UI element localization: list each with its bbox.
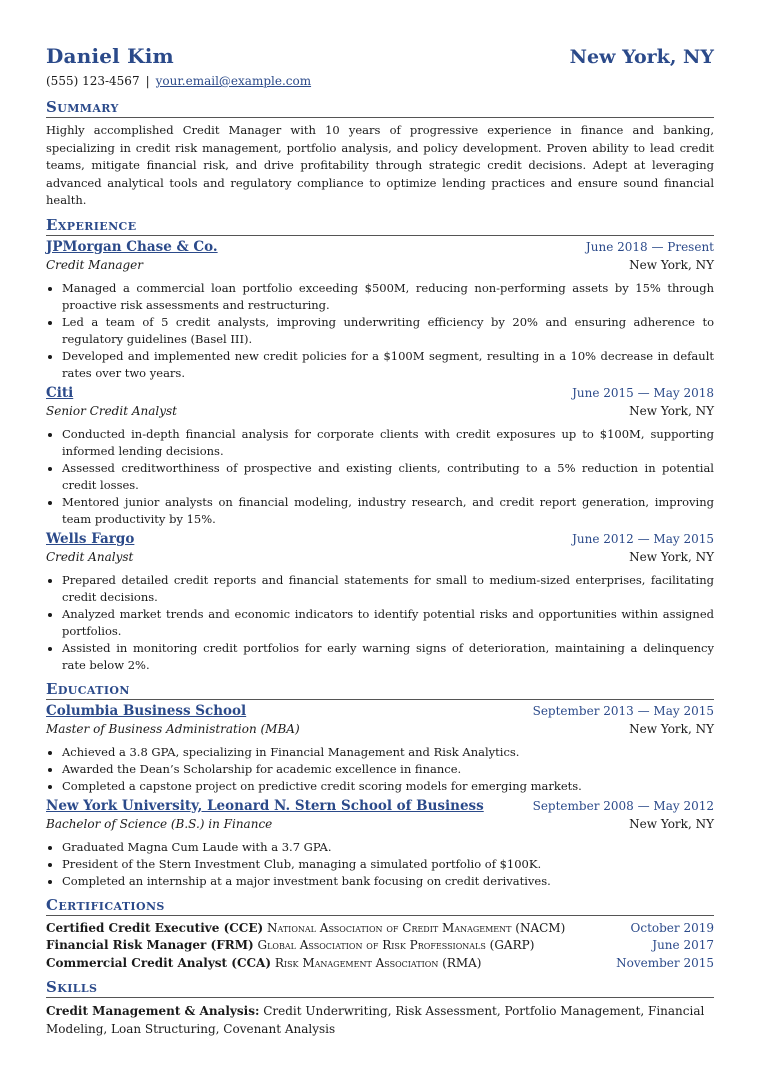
skill-list: Credit Underwriting, Risk Assessment, Portfolio Management, Financial Modeling, Loan Structuring, Covenant Analysis [46,1004,705,1036]
employer-link[interactable]: JPMorgan Chase & Co. [46,238,218,255]
employer-link[interactable]: Wells Fargo [46,530,135,547]
certification-org: National Association of Credit Management (NACM) [267,920,566,935]
certification-name: Certified Credit Executive (CCE) [46,920,264,935]
bullet-item: • Led a team of 5 credit analysts, improving underwriting efficiency by 20% and ensuring adherence to regulatory guidelines (Basel III). [62,314,714,348]
school-link[interactable]: Columbia Business School [46,702,247,719]
bullet-item: • Assessed creditworthiness of prospective and existing clients, contributing to a 5% reduction in potential credit losses. [62,460,714,494]
bullet-item: • President of the Stern Investment Club, managing a simulated portfolio of $100K. [62,856,714,873]
entry-date: June 2015 — May 2018 [572,385,714,400]
bullet-item: • Awarded the Dean’s Scholarship for academic excellence in finance. [62,761,714,778]
certification-name: Financial Risk Manager (FRM) [46,938,254,952]
entry-date: September 2013 — May 2015 [532,703,714,718]
certification-org: Risk Management Association (RMA) [274,955,482,970]
certification-date: November 2015 [616,955,714,970]
bullet-item: • Assisted in monitoring credit portfolios for early warning signs of deterioration, maintaining a delinquency rate below 2%. [62,640,714,674]
experience-entry [46,384,714,528]
candidate-name: Daniel Kim [46,44,174,68]
bullet-item: • Graduated Magna Cum Laude with a 3.7 GPA. [62,839,714,856]
entry-date: September 2008 — May 2012 [532,798,714,813]
school-link[interactable]: New York University, Leonard N. Stern School of Business [46,797,484,814]
entry-date: June 2012 — May 2015 [572,531,714,546]
degree: Bachelor of Science (B.S.) in Finance [46,816,273,831]
job-title: Senior Credit Analyst [46,403,177,418]
experience-entry [46,530,714,674]
bullet-list [46,280,714,382]
degree: Master of Business Administration (MBA) [46,721,300,736]
entry-city: New York, NY [629,403,714,418]
skill-category: Credit Management & Analysis: [46,1004,260,1018]
bullet-item: • Completed an internship at a major investment bank focusing on credit derivatives. [62,873,714,890]
job-title: Credit Manager [46,257,144,272]
certification-org: Global Association of Risk Professionals (GARP) [257,938,535,952]
bullet-item: • Developed and implemented new credit policies for a $100M segment, resulting in a 10% decrease in default rates over two years. [62,348,714,382]
certification-date: October 2019 [630,920,714,935]
bullet-list [46,839,714,890]
bullet-list [46,572,714,674]
contact-line [46,74,714,92]
bullet-list [46,744,714,795]
skills-line [46,1002,714,1038]
section-title-certifications: Certifications [46,896,714,916]
header [46,38,714,68]
bullet-item: • Prepared detailed credit reports and financial statements for small to medium-sized enterprises, facilitating credit decisions. [62,572,714,606]
bullet-item: • Achieved a 3.8 GPA, specializing in Financial Management and Risk Analytics. [62,744,714,761]
entry-city: New York, NY [629,549,714,564]
contact-separator: | [145,74,150,88]
education-entry [46,797,714,890]
bullet-item: • Analyzed market trends and economic indicators to identify potential risks and opportunities within assigned portfolios. [62,606,714,640]
summary-text: Highly accomplished Credit Manager with 10 years of progressive experience in finance and banking, specializing in credit risk management, portfolio analysis, and policy development. Proven ability to lead credit teams, mitigate financial risk, and drive profitability through strategic credit decisions. Adept at leveraging advanced analytical tools and regulatory compliance to optimize lending practices and ensure sound financial health. [46,123,714,207]
section-title-summary: Summary [46,98,714,118]
section-title-experience: Experience [46,216,714,236]
section-title-skills: Skills [46,978,714,998]
certification-row [46,937,714,955]
entry-city: New York, NY [629,257,714,272]
candidate-location: New York, NY [569,46,714,68]
bullet-item: • Mentored junior analysts on financial modeling, industry research, and credit report generation, improving team productivity by 15%. [62,494,714,528]
certifications-list [46,920,714,973]
employer-link[interactable]: Citi [46,384,74,401]
phone-number: (555) 123-4567 [46,74,140,88]
bullet-item: • Conducted in-depth financial analysis for corporate clients with credit exposures up to $100M, supporting informed lending decisions. [62,426,714,460]
entry-date: June 2018 — Present [585,239,714,254]
entry-city: New York, NY [629,816,714,831]
bullet-item: • Completed a capstone project on predictive credit scoring models for emerging markets. [62,778,714,795]
certification-row [46,955,714,973]
bullet-list [46,426,714,528]
job-title: Credit Analyst [46,549,134,564]
education-entry [46,702,714,795]
certification-row [46,920,714,938]
entry-city: New York, NY [629,721,714,736]
section-title-education: Education [46,680,714,700]
certification-date: June 2017 [652,938,714,952]
experience-entry [46,238,714,382]
bullet-item: • Managed a commercial loan portfolio exceeding $500M, reducing non-performing assets by 15% through proactive risk assessments and restructuring. [62,280,714,314]
certification-name: Commercial Credit Analyst (CCA) [46,955,272,970]
email-link[interactable]: your.email@example.com [155,74,312,88]
